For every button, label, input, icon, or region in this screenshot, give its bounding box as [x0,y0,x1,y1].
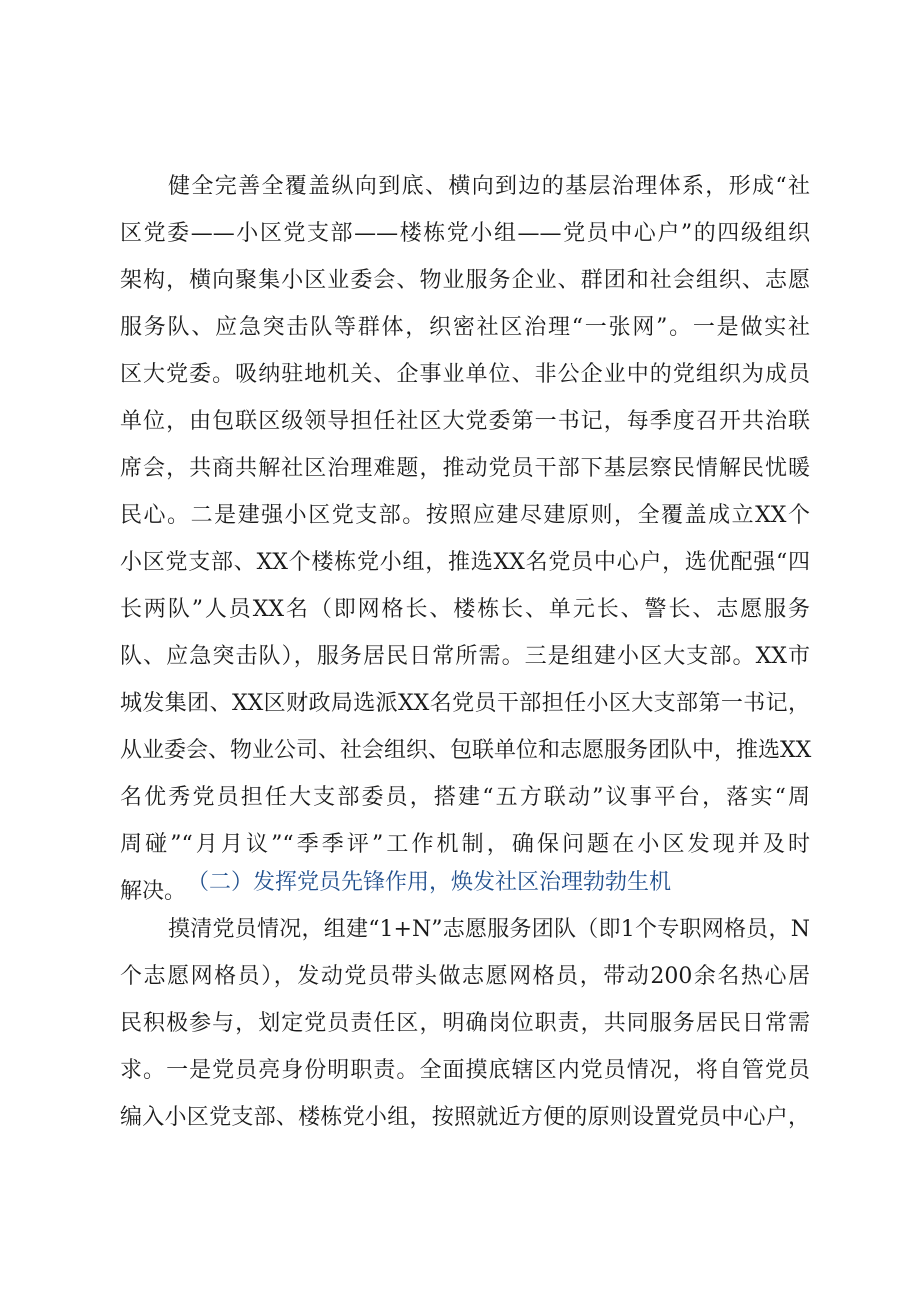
paragraph-line: 城发集团、XX区财政局选派XX名党员干部担任小区大支部第一书记， [120,691,810,716]
paragraph-line: 席会，共商共解社区治理难题，推动党员干部下基层察民情解民忧暖 [120,456,810,481]
paragraph-line: 民心。二是建强小区党支部。按照应建尽建原则，全覆盖成立XX个 [120,503,810,528]
paragraph-line: 健全完善全覆盖纵向到底、横向到边的基层治理体系，形成“社 [168,174,810,199]
paragraph-line: 单位，由包联区级领导担任社区大党委第一书记，每季度召开共治联 [120,409,810,434]
paragraph-line: 从业委会、物业公司、社会组织、包联单位和志愿服务团队中，推选XX [120,738,812,763]
paragraph-line: 民积极参与，划定党员责任区，明确岗位职责，共同服务居民日常需 [120,1011,810,1036]
paragraph-1 [120,163,810,915]
paragraph-line: 解决。 [120,879,187,904]
paragraph-line: 架构，横向聚集小区业委会、物业服务企业、群团和社会组织、志愿 [120,268,810,293]
paragraph-line: 区大党委。吸纳驻地机关、企事业单位、非公企业中的党组织为成员 [120,362,810,387]
paragraph-line: 区党委——小区党支部——楼栋党小组——党员中心户”的四级组织 [120,221,810,246]
paragraph-line: 服务队、应急突击队等群体，织密社区治理“一张网”。一是做实社 [120,315,810,340]
paragraph-line: 名优秀党员担任大支部委员，搭建“五方联动”议事平台，落实“周 [120,785,810,810]
section-heading: （二）发挥党员先锋作用，焕发社区治理勃勃生机 [187,870,672,895]
paragraph-line: 小区党支部、XX个楼栋党小组，推选XX名党员中心户，选优配强“四 [120,550,810,575]
paragraph-line: 长两队”人员XX名（即网格长、楼栋长、单元长、警长、志愿服务 [120,597,810,622]
paragraph-line: 编入小区党支部、楼栋党小组，按照就近方便的原则设置党员中心户， [120,1105,810,1130]
section-heading-block [120,859,810,906]
paragraph-line: 摸清党员情况，组建“1+N”志愿服务团队（即1个专职网格员，N [168,917,810,942]
paragraph-line: 队、应急突击队），服务居民日常所需。三是组建小区大支部。XX市 [120,644,810,669]
paragraph-2 [120,906,810,1141]
paragraph-line: 求。一是党员亮身份明职责。全面摸底辖区内党员情况，将自管党员 [120,1058,810,1083]
paragraph-line: 周碰”“月月议”“季季评”工作机制，确保问题在小区发现并及时 [120,832,810,857]
paragraph-line: 个志愿网格员），发动党员带头做志愿网格员，带动200余名热心居 [120,964,810,989]
